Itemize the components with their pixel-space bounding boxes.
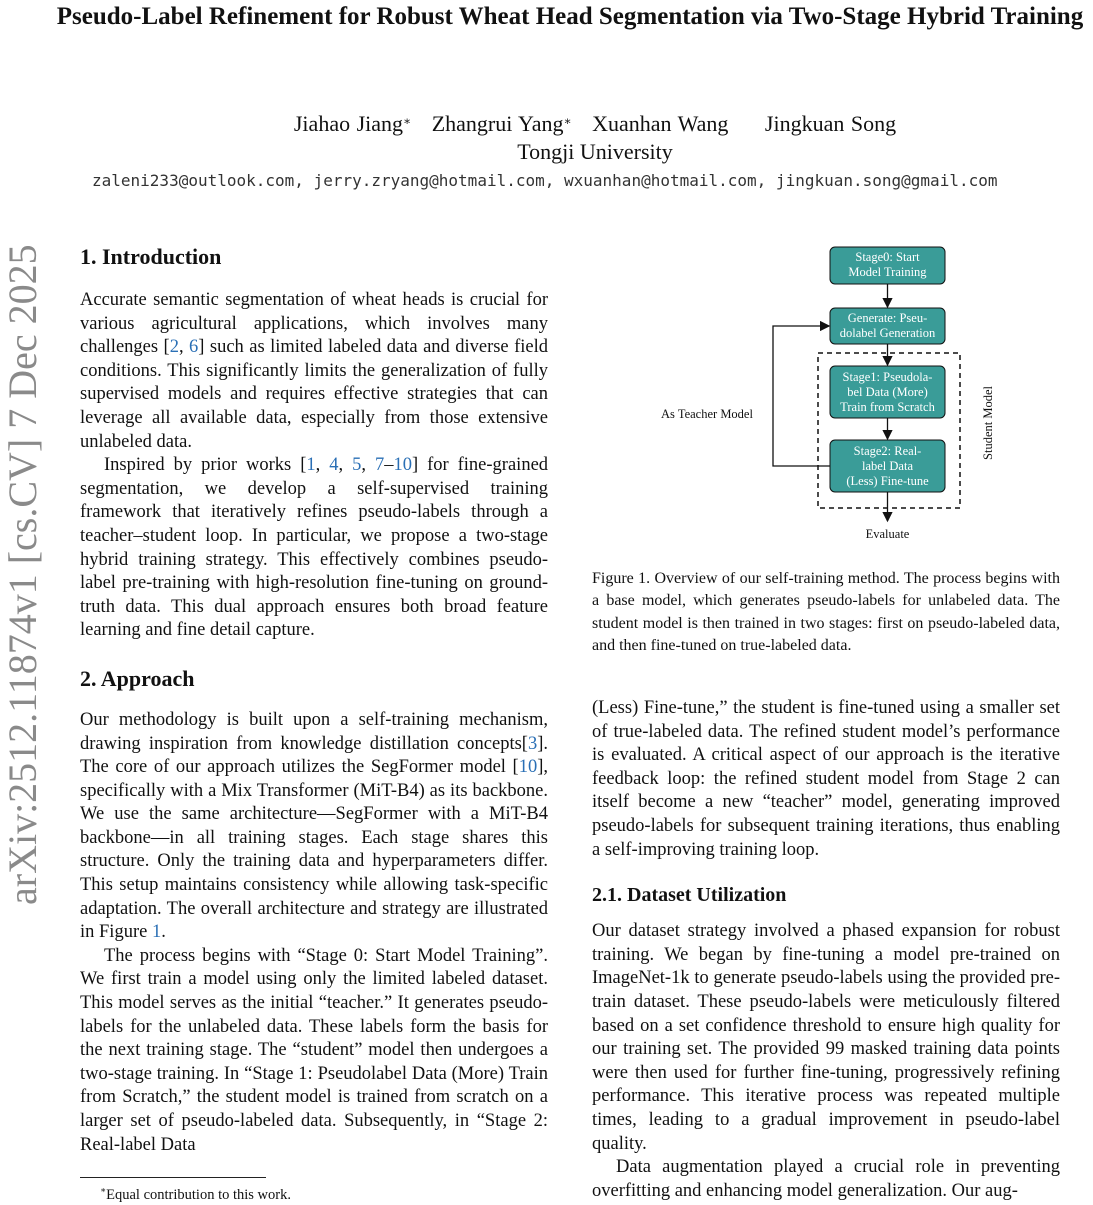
svg-text:Model Training: Model Training [848,265,927,279]
dataset-paragraph-2: Data augmentation played a crucial role in preventing overfitting and enhancing model generalization. Our aug- [592,1157,1060,1201]
svg-text:label Data: label Data [861,459,914,473]
evaluate-label: Evaluate [865,527,910,541]
figure-1-caption: Figure 1. Overview of our self-training method. The process begins with a base model, which generates pseudo-labels for unlabeled data. The student model is then trained in two stages: first on pseudo-labeled data, and then fine-tuned on true-labeled data. [592,570,1060,654]
section-heading-introduction: 1. Introduction [80,244,222,269]
stage2-box [830,440,945,492]
svg-text:Stage2: Real-: Stage2: Real- [853,444,922,458]
author-name: Jingkuan Song [764,111,897,136]
author-name: Zhangrui Yang [431,111,564,136]
dataset-paragraph-1: Our dataset strategy involved a phased expansion for robust training. We began by fine-tuning a model pre-trained on ImageNet-1k to generate pseudo-labels using the provided pre-train dataset. These pseudo-labels were meticulously filtered based on a set confidence threshold to ensure high quality for our training set. The provided 99 masked training data points were then used for further fine-tuning, progressively refining performance. This iterative process was repeated multiple times, leading to a gradual improvement in pseudo-label quality. [592,921,1060,1154]
author-mark: ∗ [403,114,412,128]
citation-link[interactable]: 1 [306,455,316,476]
citation-link[interactable]: 4 [329,455,339,476]
left-column [80,243,548,1157]
citation-link[interactable]: 10 [518,757,538,778]
arxiv-stamp: arXiv:2512.11874v1 [cs.CV] 7 Dec 2025 [0,244,45,906]
author-name: Jiahao Jiang [293,111,404,136]
svg-text:bel Data (More): bel Data (More) [847,385,928,399]
svg-text:dolabel Generation: dolabel Generation [839,326,936,340]
author-list [0,110,1093,137]
footnote: ∗Equal contribution to this work. [100,1185,291,1203]
approach-paragraph-1: Our methodology is built upon a self-training mechanism, drawing inspiration from knowledge distillation concepts[3]. The core of our approach utilizes the SegFormer model [10], specifically with a Mix Transformer (MiT-B4) as its backbone. We use the same architecture—SegFormer with a MiT-B4 backbone—in all training stages. Each stage shares this structure. Only the training data and hyperparameters differ. This setup maintains consistency while allowing task-specific adaptation. The overall architecture and strategy are illustrated in Figure 1. [80,709,548,943]
student-model-label: Student Model [981,386,995,460]
figure-1-diagram [592,240,1060,552]
intro-paragraph-2: Inspired by prior works [1, 4, 5, 7–10] for fine-grained segmentation, we develop a self-supervised training framework that iteratively refines pseudo-labels through a teacher–student loop. In particular, we propose a two-stage hybrid training strategy. This effectively combines pseudo-label pre-training with high-resolution fine-tuning on ground-truth data. This dual approach ensures both broad feature learning and fine detail capture. [80,455,549,641]
svg-text:(Less) Fine-tune: (Less) Fine-tune [846,474,929,488]
approach-paragraph-2-continued: (Less) Fine-tune,” the student is fine-tuned using a smaller set of true-labeled data. The refined student model’s performance is evaluated. A critical aspect of our approach is the iterative feedback loop: the refined student model from Stage 2 can itself become a new “teacher” model, generating improved pseudo-labels for subsequent training iterations, thus enabling a self-improving training loop. [592,698,1060,860]
paper-title: Pseudo-Label Refinement for Robust Wheat Head Segmentation via Two-Stage Hybrid Training [56,3,1084,30]
generate-box [830,308,945,344]
footnote-divider [80,1177,266,1178]
figure-link[interactable]: 1 [151,922,162,943]
stage0-box [830,247,945,284]
teacher-model-label: As Teacher Model [661,407,753,421]
citation-link[interactable]: 6 [189,337,199,358]
author-emails: zaleni233@outlook.com, jerry.zryang@hotmail.com, wxuanhan@hotmail.com, jingkuan.song@gmail.com [92,171,998,190]
citation-link[interactable]: 7 [374,455,385,476]
intro-paragraph-1: Accurate semantic segmentation of wheat heads is crucial for various agricultural applications, which involves many challenges [2, 6] such as limited labeled data and diverse field conditions. This significantly limits the generalization of fully supervised models and requires effective strategies that can leverage all available data, especially from those extensive unlabeled data. [80,290,548,452]
svg-text:Stage0: Start: Stage0: Start [855,250,920,264]
arrow-feedback-loop [773,326,830,466]
author-name: Xuanhan Wang [592,111,729,136]
affiliation: Tongji University [517,139,673,164]
stage1-box [830,366,945,418]
subsection-heading-dataset: 2.1. Dataset Utilization [592,884,787,907]
svg-text:Stage1: Pseudola-: Stage1: Pseudola- [842,370,933,384]
citation-link[interactable]: 10 [393,455,412,476]
approach-paragraph-2: The process begins with “Stage 0: Start Model Training”. We first train a model using only the limited labeled dataset. This model serves as the initial “teacher.” It generates pseudo-labels for the unlabeled data. These labels form the basis for the next training stage. The “student” model then undergoes a two-stage training. In “Stage 1: Pseudolabel Data (More) Train from Scratch,” the student model is trained from scratch on a larger set of pseudo-labeled data. Subsequently, in “Stage 2: Real-label Data [80,945,548,1155]
section-heading-approach: 2. Approach [80,665,195,691]
citation-link[interactable]: 5 [352,455,362,476]
svg-text:Train from Scratch: Train from Scratch [840,400,935,414]
right-column [592,697,1060,1203]
citation-link[interactable]: 3 [527,733,538,754]
citation-link[interactable]: 2 [169,337,179,358]
author-mark: ∗ [563,114,572,128]
svg-text:Generate: Pseu-: Generate: Pseu- [847,311,928,325]
